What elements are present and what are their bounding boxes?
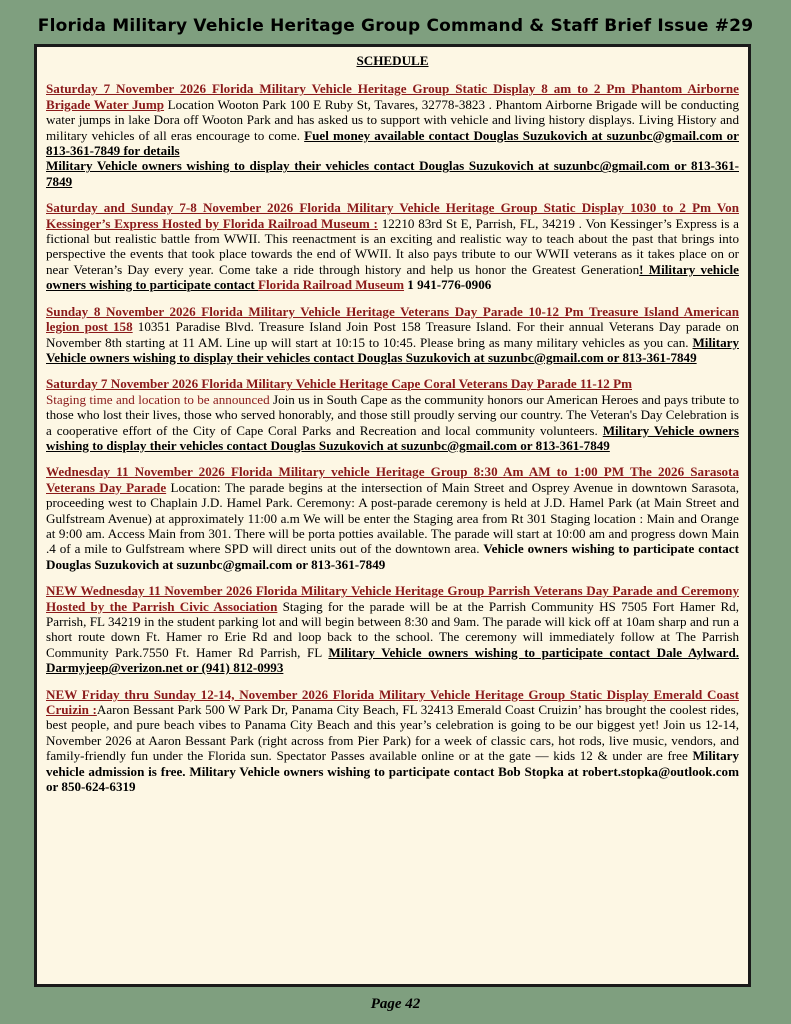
event-title: Saturday 7 November 2026 Florida Military Vehicle Heritage Group Static Display 8 am to 2 Pm Phantom Airborne Brigade Water Jump	[46, 81, 739, 112]
event-contact: Military Vehicle owners wishing to participate contact Dale Aylward. Darmyjeep@verizon.net or (941) 812-0993	[46, 644, 740, 676]
event-title: Saturday 7 November 2026 Florida Military Vehicle Heritage Cape Coral Veterans Day Parade 11-12 Pm	[46, 376, 632, 392]
event-entry-5	[46, 464, 739, 572]
event-body: 12210 83rd St E, Parrish, FL, 34219 . Von Kessinger’s Express is a fictional but realistic battle from WWII. This reenactment is an exciting and realistic way to teach about the past that brings into perspective the events that took place towards the end of WWII. It also pays tribute to our WWII veterans as it takes place on or near Veteran’s Day every year. Come take a ride through history and help us honor the Greatest Generation	[46, 215, 739, 277]
event-title: Sunday 8 November 2026 Florida Military Vehicle Heritage Veterans Day Parade 10-12 Pm Treasure Island American legion post 158	[46, 303, 739, 335]
page-number: Page 42	[370, 996, 421, 1012]
event-entry-3	[46, 304, 739, 366]
event-contact: Vehicle owners wishing to participate contact Douglas Suzukovich at suzunbc@gmail.com or 813-361-7849	[46, 541, 739, 572]
event-entry-2	[46, 200, 739, 292]
event-contact-phone: 1 941-776-0906	[404, 277, 492, 293]
event-body: Staging for the parade will be at the Parrish Community HS 7505 Fort Hamer Rd, Parrish, FL 34219 in the student parking lot and will begin between 8:30 and 9am. The parade will kick off at 10am sharp and run a short route down Ft. Hamer ro Erie Rd and loop back to the school. The ceremony will immediately follow at The Parrish Community Park.7550 Ft. Hamer Rd Parrish, FL	[46, 598, 739, 660]
event-body: Location Wooton Park 100 E Ruby St, Tavares, 32778-3823 . Phantom Airborne Brigade will be conducting water jumps in lake Dora off Wooton Park and has asked us to support with vehicle and living history displays. Living History and military vehicles of all eras encourage to come.	[46, 96, 739, 143]
event-body: Join us in South Cape as the community honors our American Heroes and pays tribute to those who lost their lives, those who served honorably, and those still proudly serving our country. The Veteran's Day Celebration is a cooperative effort of the City of Cape Coral Parks and Recreation and local community volunteers.	[46, 391, 740, 438]
event-body: Location: The parade begins at the intersection of Main Street and Osprey Avenue in downtown Sarasota, proceeding west to Chaplain J.D. Hamel Park. Ceremony: A post-parade ceremony is held at J.D. Hamel Park (at Main Street and Gulfstream Avenue) at approximately 11:00 a.m We will be enter the Staging area from Rt 301 Staging location : Main and Orange at 9:00 am. Access Main from 301. There will be porta potties available. The parade will start at 10:00 am and progress down Main .4 of a mile to Gulfstream where SPD will direct units out of the downtown area.	[46, 479, 739, 557]
event-body: Aaron Bessant Park 500 W Park Dr, Panama City Beach, FL 32413 Emerald Coast Cruizin’ has brought the coolest rides, best people, and pure beach vibes to Panama City Beach and this year’s celebration is going to be our biggest yet! Join us 12-14, November 2026 at Aaron Bessant Park (right across from Pier Park) for a week of classic cars, hot rods, live music, vendors, and family-friendly fun under the Florida sun. Spectator Passes available online or at the gate — kids 12 & under are free	[46, 702, 739, 764]
event-entry-6	[46, 583, 739, 675]
schedule-title: SCHEDULE	[356, 53, 429, 68]
event-entry-4	[46, 376, 739, 453]
event-contact: ! Military vehicle owners wishing to participate contact	[46, 261, 739, 293]
page-header: Florida Military Vehicle Heritage Group Command & Staff Brief Issue #29	[37, 16, 754, 36]
event-title: Saturday and Sunday 7-8 November 2026 Florida Military Vehicle Heritage Group Static Display 1030 to 2 Pm Von Kessinger’s Express Hosted by Florida Railroad Museum :	[46, 200, 739, 231]
event-contact: Fuel money available contact Douglas Suzukovich at suzunbc@gmail.com or 813-361-7849 for details	[46, 127, 739, 159]
event-title: NEW Friday thru Sunday 12-14, November 2026 Florida Military Vehicle Heritage Group Static Display Emerald Coast Cruizin :	[46, 686, 739, 718]
event-contact: Military Vehicle owners wishing to display their vehicles contact Douglas Suzukovich at suzunbc@gmail.com or 813-361-7849	[46, 422, 739, 453]
event-title: NEW Wednesday 11 November 2026 Florida Military Vehicle Heritage Group Parrish Veterans Day Parade and Ceremony Hosted by the Parrish Civic Association	[46, 583, 739, 614]
event-entry-7	[46, 687, 739, 795]
schedule-frame	[34, 44, 751, 987]
event-title: Wednesday 11 November 2026 Florida Military vehicle Heritage Group 8:30 Am AM to 1:00 PM The 2026 Sarasota Veterans Day Parade	[46, 464, 739, 495]
event-contact-org: Florida Railroad Museum	[258, 277, 405, 293]
event-contact: Military Vehicle owners wishing to display their vehicles contact Douglas Suzukovich at suzunbc@gmail.com or 813-361-7849	[46, 334, 739, 365]
event-subtitle: Staging time and location to be announced	[46, 391, 270, 407]
event-entry-1	[46, 81, 739, 189]
event-contact: Military Vehicle owners wishing to display their vehicles contact Douglas Suzukovich at suzunbc@gmail.com or 813-361-7849	[46, 158, 739, 189]
event-contact: Military vehicle admission is free. Military Vehicle owners wishing to participate contact Bob Stopka at robert.stopka@outlook.com or 850-624-6319	[46, 748, 739, 795]
schedule-content	[46, 53, 739, 805]
event-body: 10351 Paradise Blvd. Treasure Island Join Post 158 Treasure Island. For their annual Veterans Day parade on November 8th starting at 11 AM. Line up will start at 10:15 to 10:45. Please bring as many military vehicles as you can.	[46, 319, 739, 350]
